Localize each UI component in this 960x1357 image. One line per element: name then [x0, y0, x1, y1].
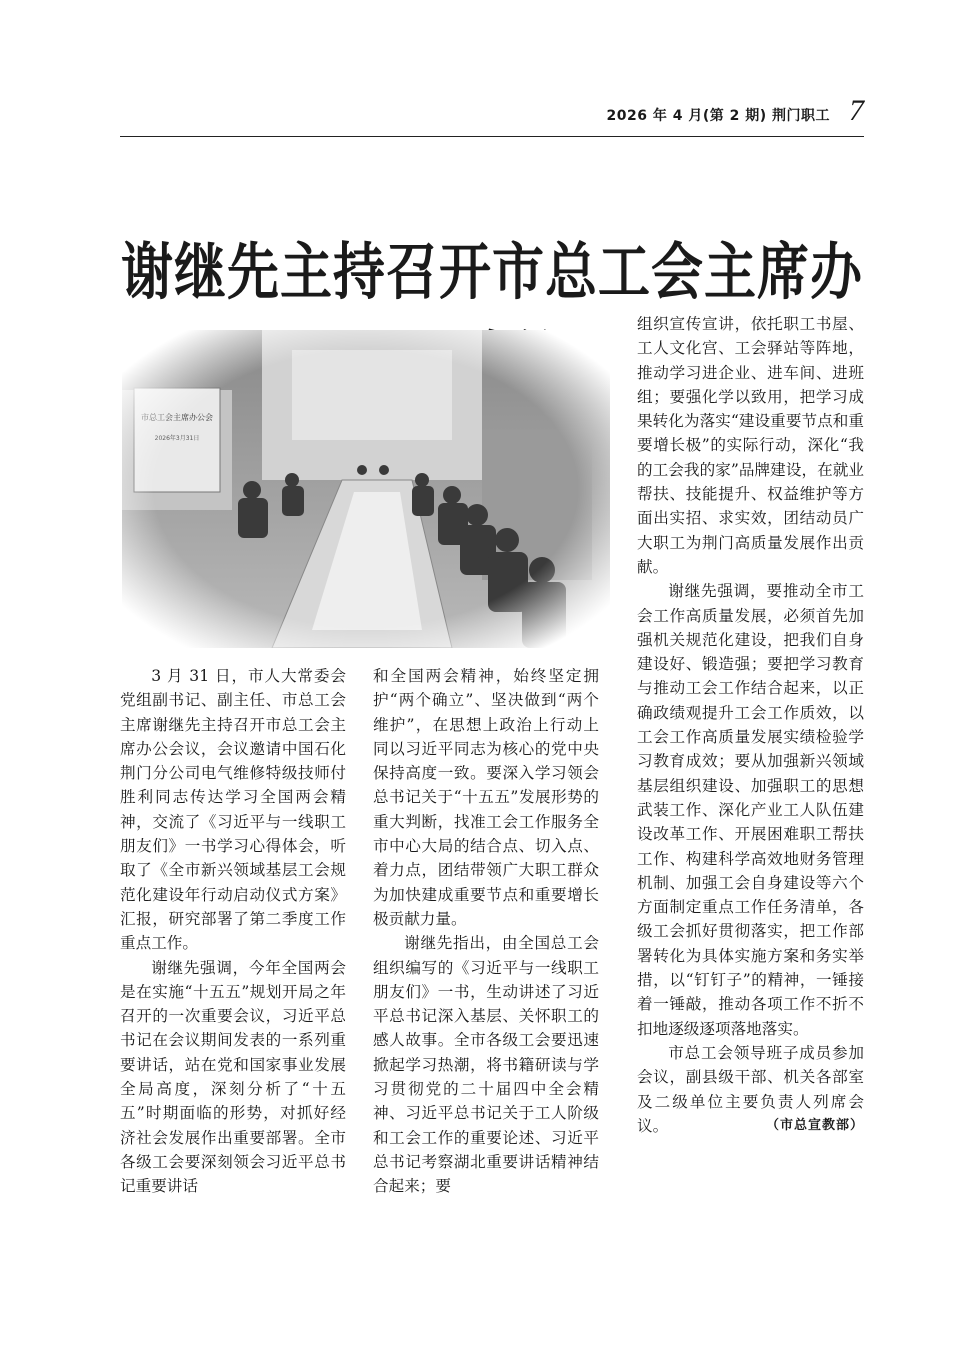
article-column-2: [373, 664, 599, 1199]
page-header: [120, 96, 864, 137]
paragraph-text: 市总工会领导班子成员参加会议，副县级干部、机关各部室及二级单位主要负责人列席会议。: [637, 1043, 864, 1135]
article-title: 谢继先主持召开市总工会主席办: [120, 237, 863, 309]
paragraph: 3 月 31 日，市人大常委会党组副书记、副主任、市总工会主席谢继先主持召开市总工会主席办公会议，会议邀请中国石化荆门分公司电气维修特级技师付胜利同志传达学习全国两会精神，交流了《习近平与一线职工朋友们》一书学习心得体会，听取了《全市新兴领域基层工会规范化建设年行动启动仪式方案》汇报，研究部署了第二季度工作重点工作。: [120, 667, 346, 953]
page-number: 7: [849, 94, 864, 127]
paragraph: 组织宣传宣讲，依托职工书屋、工人文化宫、工会驿站等阵地，推动学习进企业、进车间、进班组；要强化学以致用，把学习成果转化为落实“建设重要节点和重要增长极”的实际行动，深化“我的工会我的家”品牌建设，在就业帮扶、技能提升、权益维护等方面出实招、求实效，团结动员广大职工为荆门高质量发展作出贡献。: [637, 315, 864, 576]
paragraph: 谢继先强调，要推动全市工会工作高质量发展，必须首先加强机关规范化建设，把我们自身建设好、锻造强；要把学习教育与推动工会工作结合起来，以正确政绩观提升工会工作质效，以工会工作高质量发展实绩检验学习教育成效；要从加强新兴领域基层组织建设、加强职工的思想武装工作、深化产业工人队伍建设改革工作、开展困难职工帮扶工作、构建科学高效地财务管理机制、加强工会自身建设等六个方面制定重点工作任务清单，各级工会抓好贯彻落实，把工作部署转化为具体实施方案和务实举措，以“钉钉子”的精神，一锤接着一锤敲，推动各项工作不折不扣地逐级逐项落地落实。: [637, 582, 864, 1038]
paragraph: 谢继先强调，今年全国两会是在实施“十五五”规划开局之年召开的一次重要会议，习近平总书记在会议期间发表的一系列重要讲话，站在党和国家事业发展全局高度，深刻分析了“十五五”时期面临的形势，对抓好经济社会发展作出重要部署。全市各级工会要深刻领会习近平总书记重要讲话: [120, 958, 346, 1196]
byline: （市总宣教部）: [765, 1117, 864, 1133]
article-column-3: [637, 312, 864, 1138]
paragraph: 谢继先指出，由全国总工会组织编写的《习近平与一线职工朋友们》一书，生动讲述了习近平总书记深入基层、关怀职工的感人故事。全市各级工会要迅速掀起学习热潮，将书籍研读与学习贯彻党的二十届四中全会精神、习近平总书记关于工人阶级和工会工作的重要论述、习近平总书记考察湖北重要讲话精神结合起来；要: [373, 934, 599, 1196]
issue-info: 2026 年 4 月(第 2 期) 荆门职工: [606, 108, 830, 124]
article-column-1: [120, 664, 346, 1199]
paragraph: 和全国两会精神，始终坚定拥护“两个确立”、坚决做到“两个维护”，在思想上政治上行动上同以习近平同志为核心的党中央保持高度一致。要深入学习领会总书记关于“十五五”发展形势的重大判断，找准工会工作服务全市中心大局的结合点、切入点、着力点，团结带领广大职工群众为加快建成重要节点和重要增长极贡献力量。: [373, 667, 599, 928]
meeting-photo: [122, 330, 610, 648]
paragraph: [637, 1041, 864, 1138]
